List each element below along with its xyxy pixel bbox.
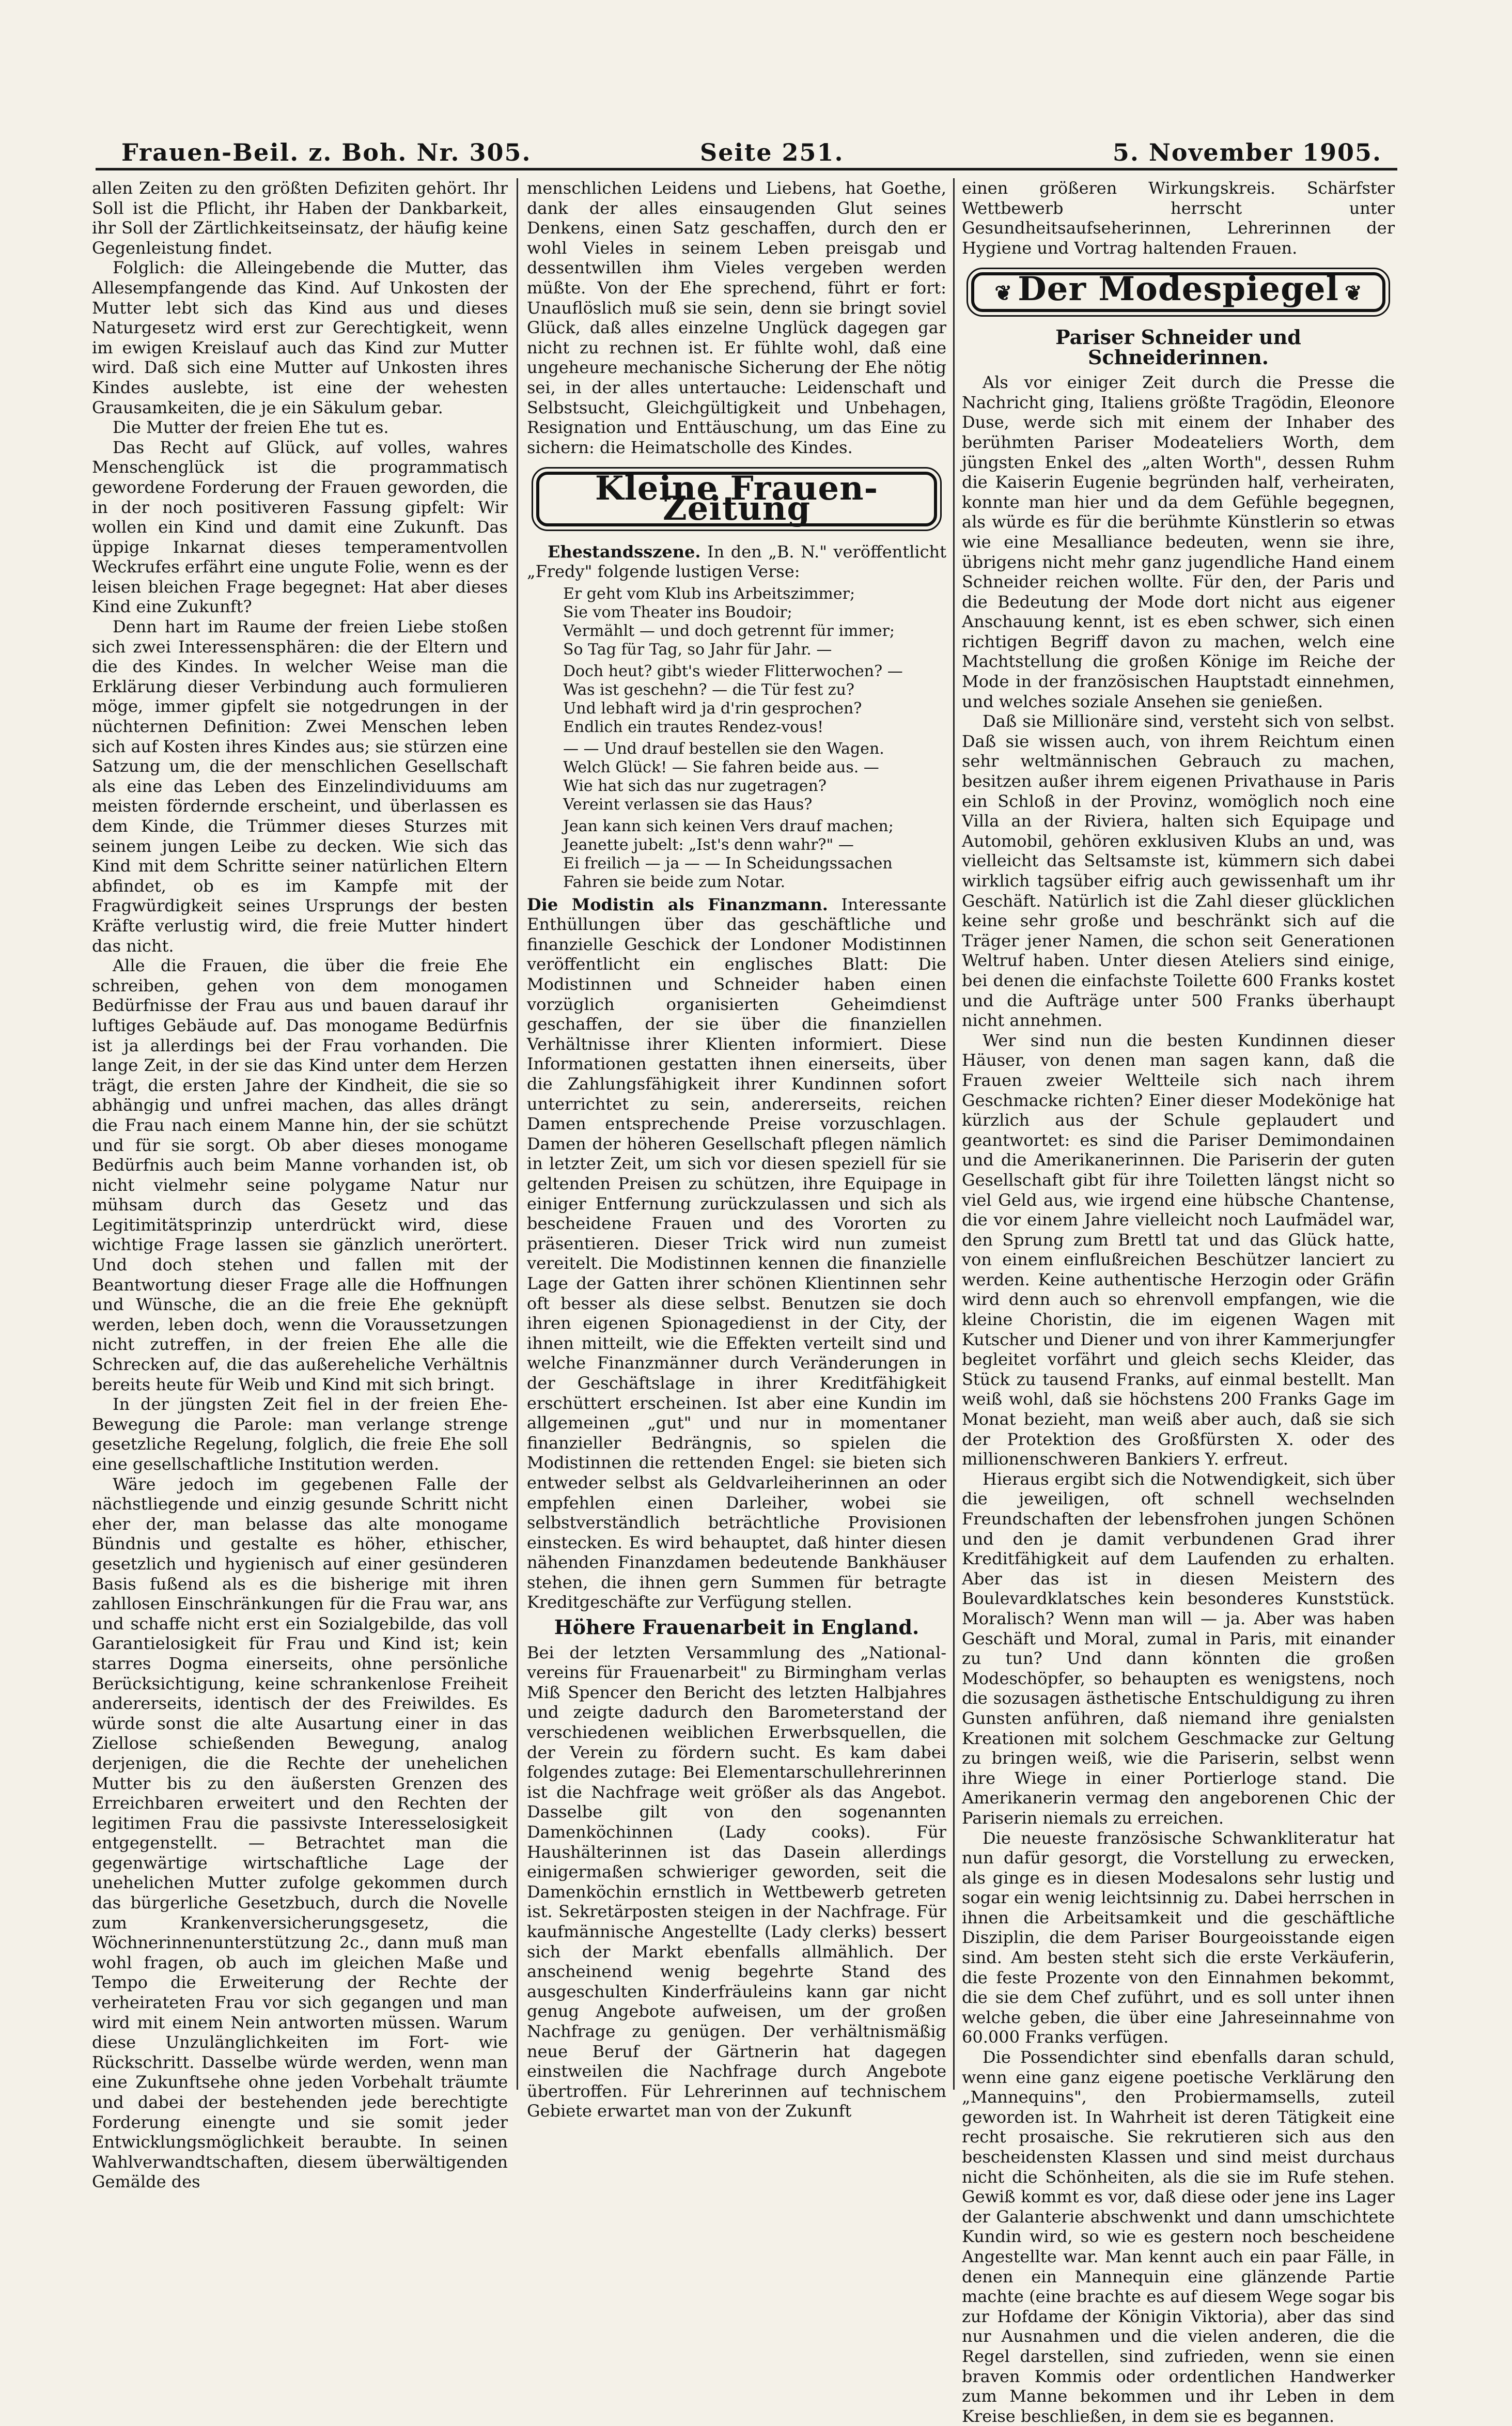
verse-line: Was ist geschehn? — die Tür fest zu? [563,680,855,699]
verse-stanza-2 [527,662,946,737]
ornament-icon: ❦ [1345,281,1362,306]
verse-line: Vereint verlassen sie das Haus? [563,795,813,814]
verse-line: Doch heut? gibt's wieder Flitterwochen? — [563,662,903,680]
verse-line: Jean kann sich keinen Vers drauf machen; [563,817,894,835]
verse-line: So Tag für Tag, so Jahr für Jahr. — [563,640,832,659]
modespiegel-banner [971,272,1385,312]
column-3 [962,178,1395,2426]
verse-line: Welch Glück! — Sie fahren beide aus. — [563,758,879,776]
paragraph: einen größeren Wirkungskreis. Schärfster Wettbewerb herrscht unter Gesundheitsaufseherinnen, Lehrerinnen der Hygiene und Vortrag haltenden Frauen. [962,178,1395,258]
article-ehestandsszene [527,542,946,582]
paragraph: Das Recht auf Glück, auf volles, wahres Menschenglück ist die programmatisch gewordene Forderung der Frauen geworden, die in der noch positiveren Fassung gipfelt: Wir wollen ein Kind und damit eine Zukunft. Das üppige Inkarnat dieses temperamentvollen Weckrufes erfährt eine ungute Folie, wenn es der leisen bleichen Frage begegnet: Hat aber dieses Kind eine Zukunft? [92,437,508,617]
paragraph: Die neueste französische Schwankliteratur hat nun dafür gesorgt, die Vorstellung zu erwecken, als ginge es in diesen Modesalons sehr lustig und sogar ein wenig leichtsinnig zu. Dabei herrschen in ihnen die Arbeitsamkeit und die geschäftliche Disziplin, die dem Pariser Bourgeoisstande eigen sind. Am besten steht sich die erste Verkäuferin, die feste Prozente von den Einnahmen bekommt, die sie dem Chef zuführt, und es soll unter ihnen welche geben, die über eine Jahreseinnahme von 60.000 Franks verfügen. [962,1828,1395,2047]
verse-line: Ei freilich — ja — — In Scheidungssachen [563,854,893,873]
paragraph: allen Zeiten zu den größten Defiziten gehört. Ihr Soll ist die Pflicht, ihr Haben der Dankbarkeit, ihr Soll der Zärtlichkeitseinsatz, der häufig keine Gegenleistung findet. [92,178,508,258]
article-heading: Ehestandsszene. [548,541,701,562]
column-divider-1 [517,178,518,2090]
column-1 [92,178,508,2192]
verse-line: Und lebhaft wird ja d'rin gesprochen? [563,699,862,718]
verse-line: Jeanette jubelt: „Ist's denn wahr?" — [563,835,854,854]
verse-line: — — Und drauf bestellen sie den Wagen. [563,739,884,758]
verse-line: Er geht vom Klub ins Arbeitszimmer; [563,584,855,603]
article-body: Interessante Enthüllungen über das geschäftliche und finanzielle Geschick der Londoner Modistinnen veröffentlicht ein englisches Blatt: Die Modistinnen und Schneider haben einen vorzüglich organisierten Geheimdienst geschaffen, der sie über die finanziellen Verhältnisse ihrer Klienten informiert. Diese Informationen gestatten ihnen einerseits, über die Zahlungsfähigkeit ihrer Kundinnen sofort unterrichtet zu sein, andererseits, reichen Damen entsprechende Preise vorzuschlagen. Damen der höheren Gesellschaft pflegen nämlich in letzter Zeit, um sich vor diesen speziell für sie geltenden Preisen zu schützen, ihre Equipage in einiger Entfernung zurückzulassen und sich als bescheidene Frauen und des Vororten zu präsentieren. Dieser Trick wird nun zumeist vereitelt. Die Modistinnen kennen die finanzielle Lage der Gatten ihrer schönen Klientinnen sehr oft besser als diese selbst. Benutzen sie doch ihren eigenen Spionagedienst in der City, der ihnen mitteilt, wie die Effekten verteilt sind und welche Finanzmänner durch Veränderungen in der Geschäftslage in ihrer Kreditfähigkeit erschüttert erscheinen. Ist aber eine Kundin im allgemeinen „gut" und nur in momentaner finanzieller Bedrängnis, so spielen die Modistinnen die rettenden Engel: sie bieten sich entweder selbst als Geldvarleiherinnen an oder empfehlen einen Darleiher, wobei sie selbstverständlich beträchtliche Provisionen einstecken. Es wird behauptet, daß hinter diesen nähenden Finanzdamen bedeutende Bankhäuser stehen, die ihnen gern Summen für betragte Kreditgeschäfte zur Verfügung stellen. [527,894,947,1612]
verse-stanza-1 [527,585,946,659]
header-publication: Frauen-Beil. z. Boh. Nr. 305. [121,138,532,166]
paragraph: Die Mutter der freien Ehe tut es. [113,417,389,438]
verse-line: Endlich ein trautes Rendez-vous! [563,718,824,736]
paragraph: Daß sie Millionäre sind, versteht sich von selbst. Daß sie wissen auch, von ihrem Reichtum einen sehr weltmännischen Gebrauch zu machen, besitzen außer ihrem eigenen Privathause in Paris ein Schloß in der Provinz, womöglich noch eine Villa an der Riviera, halten sich Equipage und Automobil, gehören exklusiven Klubs an und, was vielleicht das Seltsamste ist, kümmern sich dabei wirklich tagsüber eifrig auch gewissenhaft um ihr Geschäft. Natürlich ist die Zahl dieser glücklichen keine sehr große und beschränkt sich auf die Träger jener Namen, die schon seit Generationen Weltruf haben. Unter diesen Ateliers sind einige, bei denen die einfachste Toilette 600 Franks kostet und die Aufträge unter 500 Franks überhaupt nicht annehmen. [962,711,1395,1031]
paragraph: Alle die Frauen, die über die freie Ehe schreiben, gehen von dem monogamen Bedürfnisse der Frau aus und bauen darauf ihr luftiges Gebäude auf. Das monogame Bedürfnis ist ja allerdings bei der Frau vorhanden. Die lange Zeit, in der sie das Kind unter dem Herzen trägt, die ersten Jahre der Kindheit, die sie so abhängig und unfrei machen, das alles drängt die Frau nach einem Manne hin, der sie schützt und für sie sorgt. Ob aber dieses monogame Bedürfnis auch beim Manne vorhanden ist, ob nicht vielmehr seine polygame Natur nur mühsam durch das Gesetz und das Legitimitätsprinzip unterdrückt wird, diese wichtige Frage lassen sie gänzlich unerörtert. Und doch stehen und fallen mit der Beantwortung dieser Frage alle die Hoffnungen und Wünsche, die an die freie Ehe geknüpft werden, leben doch, wenn die Voraussetzungen nicht zutreffen, in der freien Ehe alle die Schrecken auf, die das außereheliche Verhältnis bereits heute für Weib und Kind mit sich bringt. [92,956,508,1394]
verse-line: Vermählt — und doch getrennt für immer; [563,621,895,640]
verse-stanza-4 [527,817,946,892]
paragraph: Wäre jedoch im gegebenen Falle der nächstliegende und einzig gesunde Schritt nicht eher der, man belasse das alte monogame Bündnis und gestalte es höher, ethischer, gesetzlich und hygienisch auf einer gesünderen Basis fußend als es die bisherige mit ihren zahllosen Einschränkungen für die Frau war, ans und schaffe nicht erst ein Sozialgebilde, das voll Garantielosigkeit für Frau und Kind ist; kein starres Dogma einerseits, ohne persönliche Berücksichtigung, keine schrankenlose Freiheit andererseits, identisch der des Freiwildes. Es würde sonst die alte Ausartung einer in das Ziellose schießenden Bewegung, analog derjenigen, die die Rechte der unehelichen Mutter bis zu den äußersten Grenzen des Erreichbaren erweitert und den Rechten der legitimen Frau die passivste Interesselosigkeit entgegenstellt. — Betrachtet man die gegenwärtige wirtschaftliche Lage der unehelichen Mutter zufolge gekommen durch das bürgerliche Gesetzbuch, durch die Novelle zum Krankenversicherungsgesetz, die Wöchnerinnenunterstützung 2c., dann muß man wohl fragen, ob auch im gleichen Maße und Tempo die Erweiterung der Rechte der verheirateten Frau vor sich gegangen und man wird mit einem Nein antworten müssen. Warum diese Unzulänglichkeiten im Fort- wie Rückschritt. Dasselbe würde werden, wenn man eine Zukunftsehe ohne jeden Vorbehalt träumte und dabei der bestehenden jede berechtigte Forderung einengte und sie somit jeder Entwicklungsmöglichkeit beraubte. In seinen Wahlverwandtschaften, diesem überwältigenden Gemälde des [92,1474,508,2192]
column-2 [527,178,947,2121]
article-body: Bei der letzten Versammlung des „National-vereins für Frauenarbeit" zu Birmingham verlas Miß Spencer den Bericht des letzten Halbjahres und zeigte dadurch den Barometerstand der verschiedenen weiblichen Erwerbsquellen, die der Verein zu fördern sucht. Es kam dabei folgendes zutage: Bei Elementarschullehrerinnen ist die Nachfrage weit größer als das Angebot. Dasselbe gilt von den sogenannten Damenköchinnen (Lady cooks). Für Haushälterinnen ist das Dasein allerdings einigermaßen schwieriger geworden, seit die Damenköchin ernstlich in Wettbewerb getreten ist. Sekretärposten steigen in der Nachfrage. Für kaufmännische Angestellte (Lady clerks) bessert sich der Markt ebenfalls allmählich. Der anscheinend wenig begehrte Stand des ausgeschulten Kinderfräuleins kann gar nicht genug Angebote aufweisen, um der großen Nachfrage zu genügen. Der verhältnismäßig neue Beruf der Gärtnerin hat dagegen einstweilen die Nachfrage durch Angebote übertroffen. Für Lehrerinnen auf technischem Gebiete erwartet man von der Zukunft [527,1642,946,2121]
header-rule [96,168,1397,170]
column-divider-2 [953,178,955,2090]
header-page-number: Seite 251. [700,138,844,166]
ornament-icon: ❦ [994,281,1012,306]
section-title: Der Modespiegel [1018,270,1339,309]
section-title: Kleine Frauen-Zeitung [595,469,879,528]
paragraph: Hieraus ergibt sich die Notwendigkeit, sich über die jeweiligen, oft schnell wechselnden Freundschaften der lebensfrohen jungen Schönen und den je damit verbundenen Grad ihrer Kreditfähigkeit auf dem Laufenden zu erhalten. Aber das ist in diesen Meistern des Boulevardklatsches kein besonderes Kunststück. Moralisch? Wenn man will — ja. Aber was haben Geschäft und Moral, zumal in Paris, mit einander zu tun? Und dann könnten die großen Modeschöpfer, so behaupten es wenigstens, noch die sozusagen ästhetische Entschuldigung zu ihren Gunsten anführen, daß niemand ihre genialsten Kreationen mit solchem Geschmacke zur Geltung zu bringen weiß, wie die Pariserin, selbst wenn ihre Wiege in einer Portierloge stand. Die Amerikanerin vermag den angeborenen Chic der Pariserin niemals zu erreichen. [962,1469,1395,1828]
header-date: 5. November 1905. [1112,138,1382,166]
verse-line: Fahren sie beide zum Notar. [563,873,786,891]
article-modistin [527,895,946,1612]
paragraph: Wer sind nun die besten Kundinnen dieser Häuser, von denen man sagen kann, daß die Frauen zweier Weltteile sich nach ihrem Geschmacke richten? Einer dieser Modekönige hat kürzlich aus der Schule geplaudert und geantwortet: es sind die Pariser Demimondainen und die Amerikanerinnen. Die Pariserin der guten Gesellschaft gibt für ihre Toiletten längst nicht so viel Geld aus, wie irgend eine hübsche Chantense, die vor einem Jahre vielleicht noch Laufmädel war, den Sprung zum Brettl tat und das Glück hatte, von einem einflußreichen Beschützer lanciert zu werden. Keine authentische Herzogin oder Gräfin wird denn auch so ehrenvoll empfangen, wie die kleine Choristin, die im eigenen Wagen mit Kutscher und Diener und von ihrer Kammerjungfer begleitet vorfährt und gleich sechs Kleider, das Stück zu tausend Franks, auf einmal bestellt. Man weiß wohl, daß sie höchstens 200 Franks Gage im Monat bezieht, man weiß aber auch, daß sie sich der Protektion des Großfürsten X. oder des millionenschweren Bankiers Y. erfreut. [962,1030,1395,1469]
verse-line: Sie vom Theater ins Boudoir; [563,603,792,621]
paragraph: menschlichen Leidens und Liebens, hat Goethe, dank der alles einsaugenden Glut seines Denkens, einen Satz geschaffen, durch den er wohl Vieles in seinem Leben preisgab und dessentwillen ihm Vieles vergeben werden müßte. Von der Ehe sprechend, führt er fort: Unauflöslich muß sie sein, denn sie bringt soviel Glück, daß alles einzelne Unglück dagegen gar nicht zu rechnen ist. Er fühlte wohl, daß eine ungeheure mechanische Sicherung der Ehe nötig sei, in der alles untertauche: Leidenschaft und Selbstsucht, Gleichgültigkeit und Unbehagen, Resignation und Enttäuschung, um das Eine zu sichern: die Heimatscholle des Kindes. [527,178,946,457]
kleine-frauen-zeitung-banner [536,469,937,528]
paragraph: Als vor einiger Zeit durch die Presse die Nachricht ging, Italiens größte Tragödin, Eleonore Duse, werde sich mit einem der Inhaber des berühmten Pariser Modeateliers Worth, dem jüngsten Enkel des „alten Worth", dessen Ruhm die Kaiserin Eugenie begründen half, verheiraten, konnte man hier und da dem Gefühle begegnen, als würde es für die berühmte Künstlerin so etwas wie eine Mesalliance bedeuten, wenn sie ihre, übrigens nicht mehr ganz jugendliche Hand einem Schneider reichen wollte. Für den, der Paris und die Bedeutung der Mode dort nicht aus eigener Anschauung kennt, ist es eben schwer, sich einen richtigen Begriff davon zu machen, welch eine Machtstellung die großen Könige im Reiche der Mode in der französischen Hauptstadt einnehmen, und welches soziale Ansehen sie genießen. [962,372,1395,711]
article-heading: Pariser Schneider und Schneiderinnen. [1055,325,1301,369]
paragraph: Folglich: die Alleingebende die Mutter, das Allesempfangende das Kind. Auf Unkosten der Mutter lebt sich das Kind aus und dieses Naturgesetz wird erst zur Gerechtigkeit, wenn im ewigen Kreislauf auch das Kind zur Mutter wird. Daß sich eine Mutter auf Unkosten ihres Kindes auslebte, ist eine der wehesten Grausamkeiten, die je ein Säkulum gebar. [92,258,508,417]
article-heading: Die Modistin als Finanzmann. [527,894,828,914]
article-intro: In den „B. N." veröffentlicht „Fredy" folgende lustigen Verse: [527,541,947,582]
article-heading: Höhere Frauenarbeit in England. [554,1615,919,1639]
verse-stanza-3 [527,740,946,814]
paragraph: Denn hart im Raume der freien Liebe stoßen sich zwei Interessensphären: die der Eltern und die des Kindes. In welcher Weise man die Erklärung dieser Verbindung auch formulieren möge, immer gipfelt sie notgedrungen in der nüchternen Definition: Zwei Menschen leben sich auf Kosten ihres Kindes aus; sie stürzen eine Satzung um, die der menschlichen Gesellschaft als eine das Leben des Einzelindividuums am meisten fördernde erscheint, und überlassen es dem Kinde, die Trümmer dieses Sturzes mit seinem jungen Leibe zu decken. Wie sich das Kind mit dem Schritte seiner natürlichen Eltern abfindet, ob es im Kampfe mit der Fragwürdigkeit seines Ursprungs der besten Kräfte verlustig wird, die freie Mutter hindert das nicht. [92,617,508,956]
paragraph: In der jüngsten Zeit fiel in der freien Ehe-Bewegung die Parole: man verlange strenge gesetzliche Regelung, folglich, die freie Ehe soll eine gesellschaftliche Institution werden. [92,1394,508,1474]
paragraph: Die Possendichter sind ebenfalls daran schuld, wenn eine ganz eigene poetische Verklärung den „Mannequins", den Probiermamsells, zuteil geworden ist. In Wahrheit ist deren Tätigkeit eine recht prosaische. Sie rekrutieren sich aus den bescheidensten Klassen und sind meist durchaus nicht die Schönheiten, als die sie im Rufe stehen. Gewiß kommt es vor, daß diese oder jene ins Lager der Galanterie abschwenkt und dann umschichtete Kundin wird, so wie es gestern noch bescheidene Angestellte war. Man kennt auch ein paar Fälle, in denen ein Mannequin eine glänzende Partie machte (eine brachte es auf diesem Wege sogar bis zur Hofdame der Königin Viktoria), aber das sind nur Ausnahmen und die vielen anderen, die die Regel darstellen, sind zufrieden, wenn sie einen braven Kommis oder ordentlichen Handwerker zum Manne bekommen und ihr Leben in dem Kreise beschließen, in dem sie es begannen. [962,2047,1395,2426]
verse-line: Wie hat sich das nur zugetragen? [563,776,827,795]
